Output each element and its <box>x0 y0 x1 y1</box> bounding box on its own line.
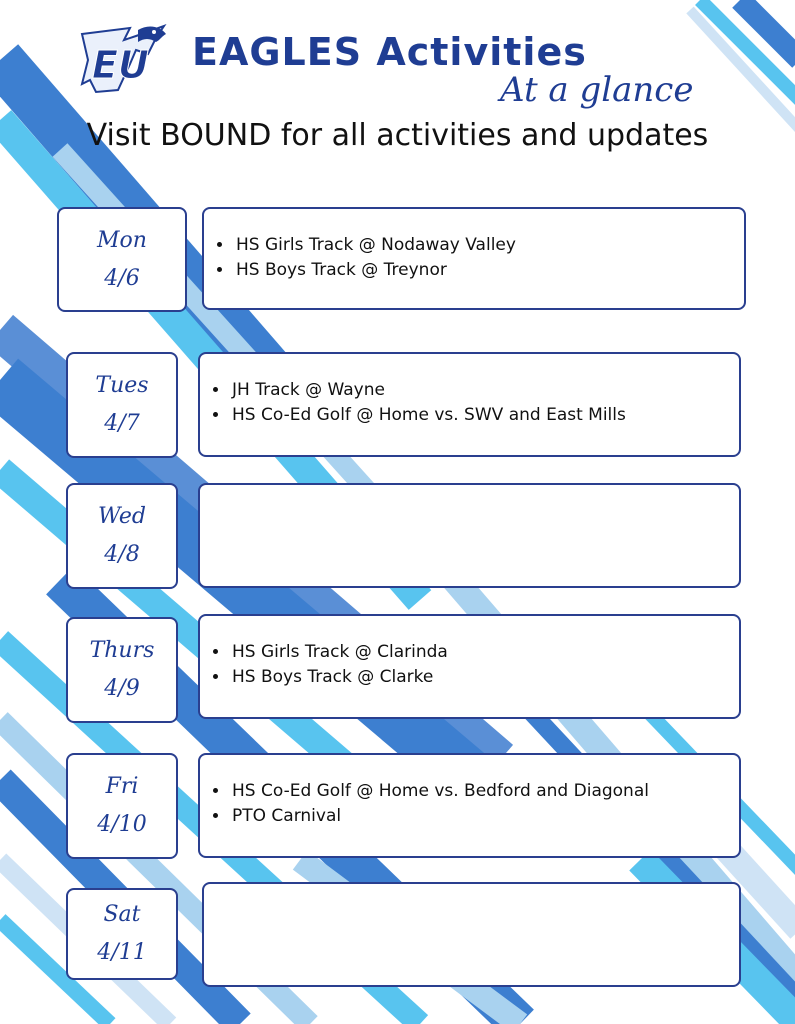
day-name: Sat <box>103 902 141 927</box>
day-date: 4/8 <box>104 542 140 567</box>
activity-card-thurs <box>198 614 741 719</box>
page-subtitle: At a glance <box>500 70 694 110</box>
page-title: EAGLES Activities <box>192 30 587 74</box>
activity-item: • PTO Carnival <box>230 804 739 829</box>
activity-card-tues <box>198 352 741 457</box>
activity-item: • HS Girls Track @ Nodaway Valley <box>234 233 744 258</box>
activity-card-fri <box>198 753 741 858</box>
day-card-fri <box>66 753 178 859</box>
activity-item: • HS Boys Track @ Clarke <box>230 665 739 690</box>
day-date: 4/11 <box>97 940 147 965</box>
day-date: 4/10 <box>97 812 147 837</box>
activity-card-sat <box>202 882 741 987</box>
day-card-mon <box>57 207 187 312</box>
day-name: Tues <box>95 373 149 398</box>
day-date: 4/9 <box>104 676 140 701</box>
day-card-sat <box>66 888 178 980</box>
activity-card-wed <box>198 483 741 588</box>
activity-list <box>200 378 739 428</box>
day-date: 4/7 <box>104 411 140 436</box>
activity-card-mon <box>202 207 746 310</box>
activity-item: • HS Co-Ed Golf @ Home vs. SWV and East Mills <box>230 403 739 428</box>
day-name: Fri <box>105 774 139 799</box>
activity-item: • HS Girls Track @ Clarinda <box>230 640 739 665</box>
logo-lettering: EU <box>92 43 149 87</box>
day-card-thurs <box>66 617 178 723</box>
day-date: 4/6 <box>104 265 140 291</box>
eagle-logo-icon <box>76 20 168 96</box>
activity-item: • JH Track @ Wayne <box>230 378 739 403</box>
day-name: Mon <box>97 227 147 253</box>
activity-list <box>204 233 744 283</box>
day-card-tues <box>66 352 178 458</box>
tagline: Visit BOUND for all activities and updates <box>86 118 709 153</box>
activity-list <box>200 640 739 690</box>
day-card-wed <box>66 483 178 589</box>
day-name: Thurs <box>89 638 155 663</box>
activity-item: • HS Co-Ed Golf @ Home vs. Bedford and Diagonal <box>230 779 739 804</box>
activity-list <box>200 779 739 829</box>
day-name: Wed <box>98 504 146 529</box>
activity-item: • HS Boys Track @ Treynor <box>234 258 744 283</box>
